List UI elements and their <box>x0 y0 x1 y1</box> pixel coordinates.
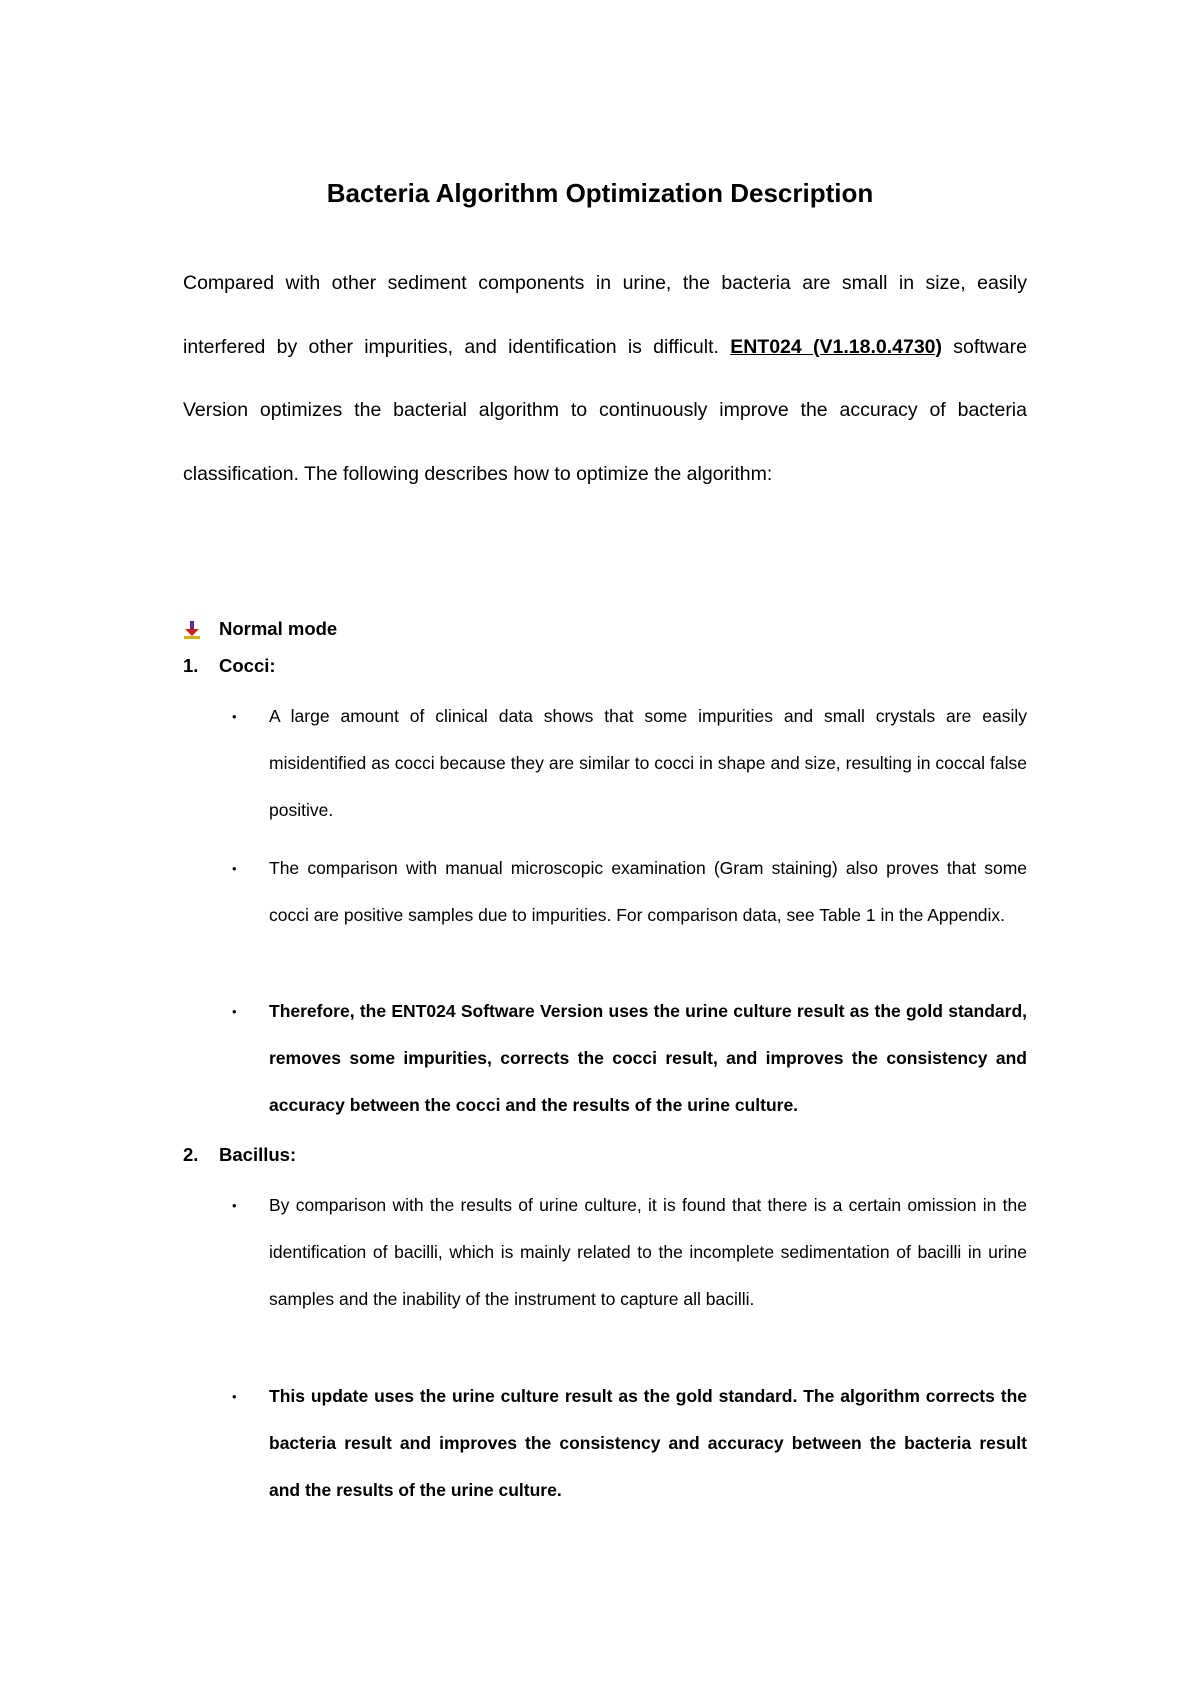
section-heading-normal-mode <box>183 614 1027 644</box>
arrow-down-icon <box>183 621 201 639</box>
intro-text-end: software Version optimizes the bacterial algorithm to continuously improve the accuracy of bacteria classification. The following describes how to optimize the algorithm: <box>183 335 1027 485</box>
bullet-symbol: • <box>232 709 237 724</box>
bullet-symbol: • <box>232 1389 237 1404</box>
bullet-symbol: • <box>232 1004 237 1019</box>
bullet-text: By comparison with the results of urine culture, it is found that there is a certain omission in the identification of bacilli, which is mainly related to the incomplete sedimentation of bacilli in urine samples and the inability of the instrument to capture all bacilli. <box>269 1195 1027 1309</box>
bullet-symbol: • <box>232 1198 237 1213</box>
list-heading: Cocci: <box>219 655 276 676</box>
list-number: 1. <box>183 655 199 676</box>
section-heading-label: Normal mode <box>219 618 338 639</box>
bullet-text: A large amount of clinical data shows that some impurities and small crystals are easily misidentified as cocci because they are similar to cocci in shape and size, resulting in coccal false positive. <box>269 706 1027 820</box>
list-item-cocci <box>183 651 1027 681</box>
bullet-symbol: • <box>232 861 237 876</box>
bullet-text: This update uses the urine culture result as the gold standard. The algorithm corrects the bacteria result and improves the consistency and accuracy between the bacteria result and the results of the urine culture. <box>269 1386 1027 1500</box>
list-number: 2. <box>183 1144 199 1165</box>
document-title: Bacteria Algorithm Optimization Description <box>326 178 874 208</box>
software-version: ENT024 (V1.18.0.4730) <box>730 335 943 358</box>
intro-paragraph <box>183 252 1027 506</box>
bullet-text: Therefore, the ENT024 Software Version uses the urine culture result as the gold standard, removes some impurities, corrects the cocci result, and improves the consistency and accuracy between the cocci and the results of the urine culture. <box>269 1001 1027 1115</box>
list-item-bacillus <box>183 1140 1027 1170</box>
list-heading: Bacillus: <box>219 1144 297 1165</box>
bullet-text: The comparison with manual microscopic examination (Gram staining) also proves that some cocci are positive samples due to impurities. For comparison data, see Table 1 in the Appendix. <box>269 858 1027 925</box>
intro-text-start: Compared with other sediment components in urine, the bacteria are small in size, easily interfered by other impurities, and identification is difficult. <box>183 272 1027 358</box>
